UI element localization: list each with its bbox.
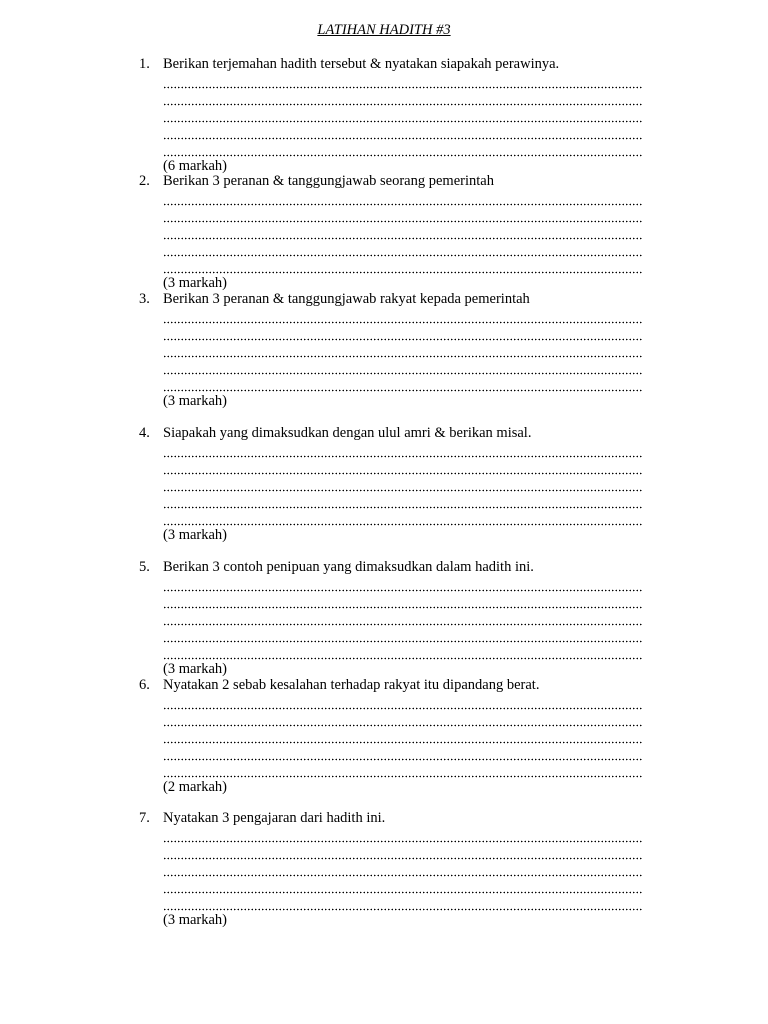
question-4: [0, 424, 768, 544]
answer-line[interactable]: [163, 308, 643, 325]
question-number: 2.: [139, 173, 150, 189]
answer-line[interactable]: [163, 844, 643, 861]
answer-line[interactable]: [163, 325, 643, 342]
answer-lines[interactable]: [163, 694, 643, 779]
answer-lines[interactable]: [163, 827, 643, 912]
answer-line[interactable]: [163, 510, 643, 527]
marks-label: (3 markah): [163, 275, 228, 291]
answer-line[interactable]: [163, 442, 643, 459]
question-number: 6.: [139, 677, 150, 693]
question-3: [0, 290, 768, 410]
answer-line[interactable]: [163, 459, 643, 476]
answer-line[interactable]: [163, 610, 643, 627]
answer-line[interactable]: [163, 493, 643, 510]
answer-line[interactable]: [163, 359, 643, 376]
question-6: [0, 676, 768, 796]
marks-label: (3 markah): [163, 912, 228, 928]
marks-label: (3 markah): [163, 527, 228, 543]
answer-line[interactable]: [163, 190, 643, 207]
question-text: Berikan 3 peranan & tanggungjawab rakyat kepada pemerintah: [163, 291, 530, 307]
question-number: 1.: [139, 56, 150, 72]
answer-line[interactable]: [163, 827, 643, 844]
answer-line[interactable]: [163, 627, 643, 644]
question-text: Berikan 3 peranan & tanggungjawab seorang pemerintah: [163, 173, 494, 189]
answer-line[interactable]: [163, 861, 643, 878]
question-text: Berikan terjemahan hadith tersebut & nyatakan siapakah perawinya.: [163, 56, 560, 72]
answer-lines[interactable]: [163, 73, 643, 158]
answer-lines[interactable]: [163, 308, 643, 393]
question-number: 5.: [139, 559, 150, 575]
marks-label: (3 markah): [163, 393, 228, 409]
answer-line[interactable]: [163, 476, 643, 493]
answer-line[interactable]: [163, 644, 643, 661]
answer-line[interactable]: [163, 141, 643, 158]
answer-line[interactable]: [163, 745, 643, 762]
answer-line[interactable]: [163, 342, 643, 359]
answer-line[interactable]: [163, 241, 643, 258]
answer-lines[interactable]: [163, 576, 643, 661]
answer-line[interactable]: [163, 576, 643, 593]
answer-line[interactable]: [163, 694, 643, 711]
question-text: Siapakah yang dimaksudkan dengan ulul amri & berikan misal.: [163, 425, 532, 441]
answer-line[interactable]: [163, 258, 643, 275]
question-2: [0, 172, 768, 292]
page-title: LATIHAN HADITH #3: [317, 22, 451, 38]
answer-line[interactable]: [163, 878, 643, 895]
answer-line[interactable]: [163, 376, 643, 393]
answer-line[interactable]: [163, 73, 643, 90]
answer-line[interactable]: [163, 107, 643, 124]
question-7: [0, 809, 768, 929]
answer-line[interactable]: [163, 124, 643, 141]
question-number: 7.: [139, 810, 150, 826]
answer-line[interactable]: [163, 711, 643, 728]
question-text: Nyatakan 2 sebab kesalahan terhadap rakyat itu dipandang berat.: [163, 677, 540, 693]
answer-line[interactable]: [163, 207, 643, 224]
marks-label: (3 markah): [163, 661, 228, 677]
answer-line[interactable]: [163, 762, 643, 779]
question-number: 3.: [139, 291, 150, 307]
question-number: 4.: [139, 425, 150, 441]
question-text: Berikan 3 contoh penipuan yang dimaksudkan dalam hadith ini.: [163, 559, 534, 575]
question-text: Nyatakan 3 pengajaran dari hadith ini.: [163, 810, 386, 826]
marks-label: (6 markah): [163, 158, 228, 174]
question-5: [0, 558, 768, 678]
answer-line[interactable]: [163, 224, 643, 241]
answer-lines[interactable]: [163, 442, 643, 527]
answer-line[interactable]: [163, 593, 643, 610]
answer-line[interactable]: [163, 90, 643, 107]
question-1: [0, 55, 768, 175]
marks-label: (2 markah): [163, 779, 228, 795]
answer-line[interactable]: [163, 895, 643, 912]
answer-lines[interactable]: [163, 190, 643, 275]
answer-line[interactable]: [163, 728, 643, 745]
